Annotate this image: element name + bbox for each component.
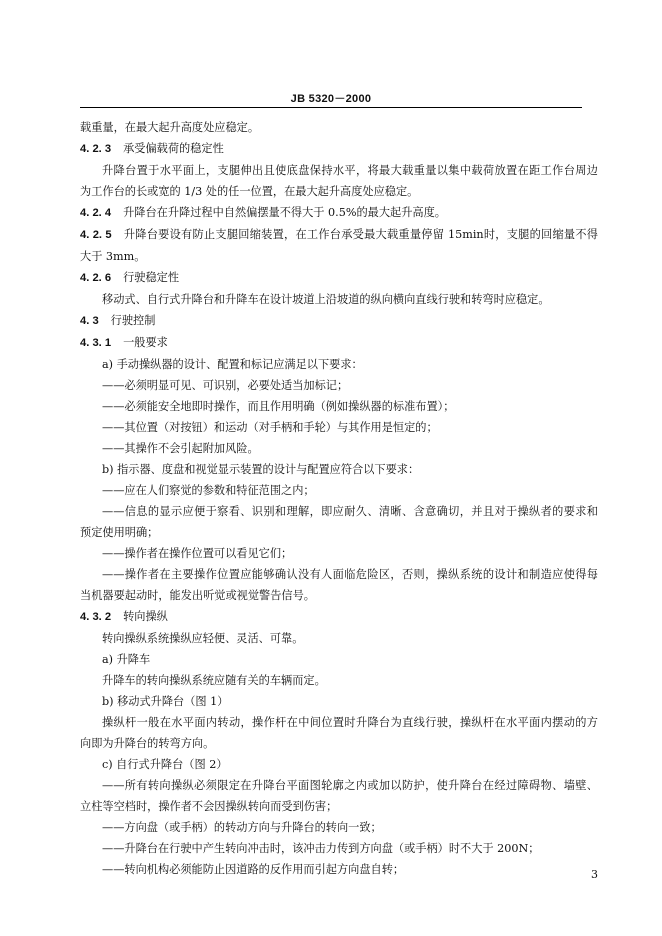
section-title: 行驶控制: [110, 314, 156, 327]
section-title: 承受偏载荷的稳定性: [123, 142, 224, 155]
list-item: c) 自行式升降台（图 2）: [102, 758, 228, 771]
list-item: ——必须能安全地即时操作，而且作用明确（例如操纵器的标准布置）；: [102, 400, 455, 413]
list-item: ——操作者在主要操作位置应能够确认没有人面临危险区，否则，操纵系统的设计和制造应使得每: [102, 568, 598, 581]
list-item: ——操作者在操作位置可以看见它们；: [102, 547, 293, 560]
document-header: JB 5320－2000: [290, 93, 372, 105]
section-number: 4. 3. 1: [80, 337, 112, 349]
paragraph-line: 载重量，在最大起升高度处应稳定。: [80, 121, 260, 134]
paragraph-line: 转向操纵系统操纵应轻便、灵活、可靠。: [102, 632, 304, 645]
list-item: ——方向盘（或手柄）的转动方向与升降台的转向一致；: [102, 821, 382, 834]
section-4-2-5: [80, 224, 598, 246]
page-number: 3: [591, 868, 598, 881]
paragraph-line: 当机器要起动时，能发出听觉或视觉警告信号。: [80, 589, 315, 602]
paragraph-line: 立柱等空档时，操作者不会因操纵转向而受到伤害；: [80, 800, 338, 813]
section-4-2-3-heading: [80, 138, 598, 160]
list-item: ——必须明显可见、可识别，必要处适当加标记；: [102, 379, 349, 392]
section-number: 4. 2. 4: [80, 207, 112, 219]
paragraph-line: 移动式、自行式升降台和升降车在设计坡道上沿坡道的纵向横向直线行驶和转弯时应稳定。: [102, 293, 550, 306]
section-text: 升降台在升降过程中自然偏摆量不得大于 0.5%的最大起升高度。: [123, 206, 446, 219]
paragraph-line: 升降车的转向操纵系统应随有关的车辆而定。: [102, 674, 326, 687]
section-text: 升降台要设有防止支腿回缩装置，在工作台承受最大载重量停留 15min时，支腿的回缩量不得: [123, 228, 598, 241]
section-number: 4. 2. 6: [80, 272, 112, 284]
list-item: ——其操作不会引起附加风险。: [102, 442, 259, 455]
section-4-2-6-heading: [80, 267, 598, 289]
section-number: 4. 3. 2: [80, 611, 112, 623]
list-item: b) 指示器、度盘和视觉显示装置的设计与配置应符合以下要求：: [102, 463, 420, 476]
section-4-2-4: [80, 202, 598, 224]
section-title: 一般要求: [123, 336, 168, 349]
section-number: 4. 3: [80, 315, 99, 327]
paragraph-line: 向即为升降台的转弯方向。: [80, 737, 215, 750]
list-item: b) 移动式升降台（图 1）: [102, 695, 229, 708]
document-body: [80, 117, 598, 880]
list-item: ——升降台在行驶中产生转向冲击时，该冲击力传到方向盘（或手柄）时不大于 200N；: [102, 842, 540, 855]
list-item: ——其位置（对按钮）和运动（对手柄和手轮）与其作用是恒定的；: [102, 421, 438, 434]
section-number: 4. 2. 3: [80, 143, 112, 155]
section-title: 行驶稳定性: [123, 271, 180, 284]
list-item: ——信息的显示应便于察看、识别和理解，即应耐久、清晰、含意确切，并且对于操纵者的要求和: [102, 505, 598, 518]
paragraph-line: 大于 3mm。: [80, 250, 146, 263]
paragraph-line: 预定使用明确；: [80, 526, 159, 539]
paragraph-line: 操纵杆一般在水平面内转动，操作杆在中间位置时升降台为直线行驶，操纵杆在水平面内摆动的方: [102, 716, 598, 729]
section-4-3-heading: [80, 310, 598, 332]
section-4-3-2-heading: [80, 606, 598, 628]
section-title: 转向操纵: [123, 610, 168, 623]
section-4-3-1-heading: [80, 332, 598, 354]
list-item: a) 手动操纵器的设计、配置和标记应满足以下要求：: [102, 358, 363, 371]
list-item: a) 升降车: [102, 653, 151, 666]
list-item: ——转向机构必须能防止因道路的反作用而引起方向盘自转；: [102, 863, 405, 876]
list-item: ——所有转向操纵必须限定在升降台平面图轮廓之内或加以防护，使升降台在经过障碍物、墙壁、: [102, 779, 598, 792]
section-number: 4. 2. 5: [80, 229, 112, 241]
paragraph-line: 升降台置于水平面上，支腿伸出且使底盘保持水平，将最大载重量以集中载荷放置在距工作台周边: [102, 164, 598, 177]
paragraph-line: 为工作台的长或宽的 1/3 处的任一位置，在最大起升高度处应稳定。: [80, 185, 419, 198]
header-rule: [80, 107, 582, 108]
list-item: ——应在人们察觉的参数和特征范围之内；: [102, 484, 315, 497]
